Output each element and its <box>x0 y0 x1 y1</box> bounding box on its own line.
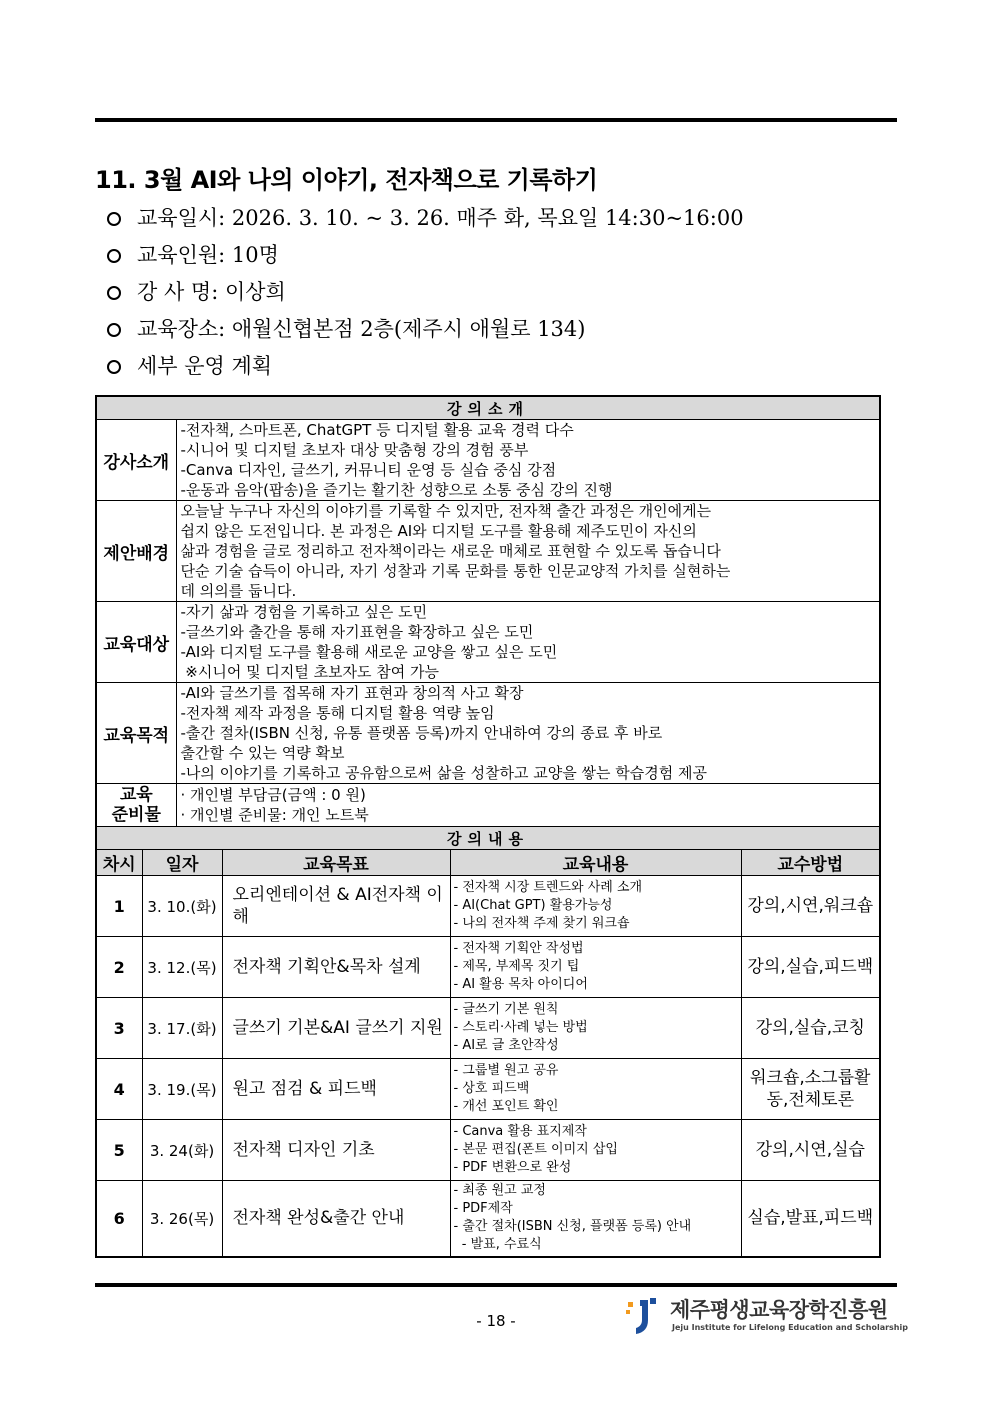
instructor-line: -시니어 및 디지털 초보자 대상 맞춤형 강의 경험 풍부 <box>180 441 529 459</box>
content-item: - 스토리·사례 넣는 방법 <box>453 1020 588 1035</box>
session-row <box>96 1059 880 1120</box>
bullet-text: 교육인원: 10명 <box>137 243 279 267</box>
target-line: ※시니어 및 디지털 초보자도 참여 가능 <box>180 663 440 681</box>
session-method: 강의,시연,실습 <box>741 1120 880 1181</box>
content-item: - 개선 포인트 확인 <box>453 1099 559 1114</box>
prep-label <box>96 784 176 827</box>
circle-bullet-icon <box>107 212 121 226</box>
session-row <box>96 998 880 1059</box>
target-cell <box>176 602 880 683</box>
prep-line: · 개인별 부담금(금액 : 0 원) <box>180 786 366 804</box>
session-date: 3. 26(목) <box>142 1181 222 1257</box>
intro-header: 강의소개 <box>96 396 880 420</box>
content-item: - 전자책 기획안 작성법 <box>453 941 584 956</box>
circle-bullet-icon <box>107 249 121 263</box>
session-method: 강의,실습,피드백 <box>741 937 880 998</box>
session-method: 실습,발표,피드백 <box>741 1181 880 1257</box>
session-number: 1 <box>96 876 142 937</box>
top-rule <box>95 118 897 122</box>
instructor-label: 강사소개 <box>96 420 176 501</box>
goal-label: 교육목적 <box>96 683 176 784</box>
session-goal: 전자책 완성&출간 안내 <box>222 1181 450 1257</box>
instructor-line: -Canva 디자인, 글쓰기, 커뮤니티 운영 등 실습 중심 강점 <box>180 461 557 479</box>
target-line: -글쓰기와 출간을 통해 자기표현을 확장하고 싶은 도민 <box>180 623 534 641</box>
instructor-cell <box>176 420 880 501</box>
background-line: 쉽지 않은 도전입니다. 본 과정은 AI와 디지털 도구를 활용해 제주도민이 자신의 <box>180 522 697 540</box>
content-item: - AI로 글 초안작성 <box>453 1038 559 1053</box>
content-item: - 나의 전자책 주제 찾기 워크숍 <box>453 916 630 931</box>
session-row <box>96 937 880 998</box>
session-number: 3 <box>96 998 142 1059</box>
col-method: 교수방법 <box>741 850 880 876</box>
content-item: - 출간 절차(ISBN 신청, 플랫폼 등록) 안내 <box>453 1219 692 1235</box>
content-item: - 본문 편집(폰트 이미지 삽입 <box>453 1142 618 1157</box>
session-content <box>450 1181 741 1257</box>
goal-line: -나의 이야기를 기록하고 공유함으로써 삶을 성찰하고 교양을 쌓는 학습경험 제공 <box>180 764 707 782</box>
content-item: - 최종 원고 교정 <box>453 1183 546 1199</box>
page-number: - 18 - <box>476 1312 516 1330</box>
content-item: - AI 활용 목차 아이디어 <box>453 977 588 992</box>
content-item: - 그룹별 원고 공유 <box>453 1063 559 1078</box>
session-row <box>96 1181 880 1257</box>
logo-name: 제주평생교육장학진흥원 <box>670 1298 888 1322</box>
session-goal: 원고 점검 & 피드백 <box>222 1059 450 1120</box>
target-line: -AI와 디지털 도구를 활용해 새로운 교양을 쌓고 싶은 도민 <box>180 643 558 661</box>
session-content <box>450 998 741 1059</box>
goal-line: -전자책 제작 과정을 통해 디지털 활용 역량 높임 <box>180 704 495 722</box>
circle-bullet-icon <box>107 286 121 300</box>
prep-cell <box>176 784 880 827</box>
content-item: - PDF제작 <box>453 1201 513 1217</box>
content-item: - AI(Chat GPT) 활용가능성 <box>453 898 613 913</box>
content-item: - Canva 활용 표지제작 <box>453 1124 587 1139</box>
background-line: 오늘날 누구나 자신의 이야기를 기록할 수 있지만, 전자책 출간 과정은 개인에게는 <box>180 502 712 520</box>
session-goal: 전자책 디자인 기초 <box>222 1120 450 1181</box>
content-item: - 제목, 부제목 짓기 팁 <box>453 959 580 974</box>
session-date: 3. 24(화) <box>142 1120 222 1181</box>
bullet-capacity <box>107 237 744 274</box>
session-number: 4 <box>96 1059 142 1120</box>
content-item: - 글쓰기 기본 원칙 <box>453 1002 559 1017</box>
prep-line: · 개인별 준비물: 개인 노트북 <box>180 806 369 824</box>
target-line: -자기 삶과 경험을 기록하고 싶은 도민 <box>180 603 428 621</box>
content-item: - 전자책 시장 트렌드와 사례 소개 <box>453 880 643 895</box>
session-number: 6 <box>96 1181 142 1257</box>
session-method: 강의,실습,코칭 <box>741 998 880 1059</box>
info-list <box>107 200 744 385</box>
col-session: 차시 <box>96 850 142 876</box>
prep-label-line: 준비물 <box>111 805 161 825</box>
session-content <box>450 1120 741 1181</box>
circle-bullet-icon <box>107 323 121 337</box>
instructor-line: -운동과 음악(팝송)을 즐기는 활기찬 성향으로 소통 중심 강의 진행 <box>180 481 613 499</box>
goal-line: -출간 절차(ISBN 신청, 유통 플랫폼 등록)까지 안내하여 강의 종료 후 바로 <box>180 724 663 742</box>
bullet-instructor <box>107 274 744 311</box>
content-item: - 상호 피드백 <box>453 1081 530 1096</box>
bullet-schedule <box>107 200 744 237</box>
background-label: 제안배경 <box>96 501 176 602</box>
session-goal: 전자책 기획안&목차 설계 <box>222 937 450 998</box>
session-date: 3. 19.(목) <box>142 1059 222 1120</box>
content-item: - 발표, 수료식 <box>453 1237 542 1253</box>
session-row <box>96 876 880 937</box>
background-line: 삶과 경험을 글로 정리하고 전자책이라는 새로운 매체로 표현할 수 있도록 돕습니다 <box>180 542 721 560</box>
background-line: 단순 기술 습득이 아니라, 자기 성찰과 기록 문화를 통한 인문교양적 가치를 실현하는 <box>180 562 731 580</box>
session-goal: 글쓰기 기본&AI 글쓰기 지원 <box>222 998 450 1059</box>
circle-bullet-icon <box>107 360 121 374</box>
col-date: 일자 <box>142 850 222 876</box>
instructor-line: -전자책, 스마트폰, ChatGPT 등 디지털 활용 교육 경력 다수 <box>180 421 574 439</box>
session-number: 2 <box>96 937 142 998</box>
session-date: 3. 12.(목) <box>142 937 222 998</box>
background-line: 데 의의를 둡니다. <box>180 582 297 600</box>
session-date: 3. 10.(화) <box>142 876 222 937</box>
bullet-location <box>107 311 744 348</box>
bullet-text: 교육일시: 2026. 3. 10. ~ 3. 26. 매주 화, 목요일 14:30~16:00 <box>137 206 744 230</box>
session-content <box>450 1059 741 1120</box>
col-content: 교육내용 <box>450 850 741 876</box>
session-content <box>450 876 741 937</box>
session-method: 워크숍,소그룹활동,전체토론 <box>741 1059 880 1120</box>
bottom-rule <box>95 1283 897 1287</box>
session-content <box>450 937 741 998</box>
session-date: 3. 17.(화) <box>142 998 222 1059</box>
goal-line: 출간할 수 있는 역량 확보 <box>180 744 345 762</box>
content-item: - PDF 변환으로 완성 <box>453 1160 572 1175</box>
session-row <box>96 1120 880 1181</box>
col-goal: 교육목표 <box>222 850 450 876</box>
target-label: 교육대상 <box>96 602 176 683</box>
prep-label-line: 교육 <box>119 785 153 805</box>
session-goal: 오리엔테이션 & AI전자책 이해 <box>222 876 450 937</box>
bullet-text: 강 사 명: 이상희 <box>137 280 286 304</box>
section-title: 11. 3월 AI와 나의 이야기, 전자책으로 기록하기 <box>95 166 598 194</box>
bullet-text: 세부 운영 계획 <box>137 354 273 378</box>
institute-logo-icon <box>626 1296 662 1336</box>
bullet-text: 교육장소: 애월신협본점 2층(제주시 애월로 134) <box>137 317 586 341</box>
session-number: 5 <box>96 1120 142 1181</box>
goal-line: -AI와 글쓰기를 접목해 자기 표현과 창의적 사고 확장 <box>180 684 524 702</box>
session-method: 강의,시연,워크숍 <box>741 876 880 937</box>
plan-table <box>95 395 881 1258</box>
logo-subtitle: Jeju Institute for Lifelong Education and Scholarship <box>672 1323 908 1332</box>
content-header: 강의내용 <box>96 827 880 850</box>
goal-cell <box>176 683 880 784</box>
institute-logo <box>626 1294 908 1340</box>
background-cell <box>176 501 880 602</box>
bullet-plan <box>107 348 744 385</box>
